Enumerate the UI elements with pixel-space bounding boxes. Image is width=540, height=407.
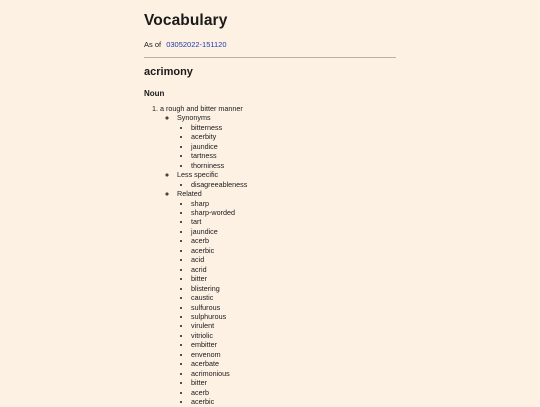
relation-group-label: Synonyms (177, 113, 211, 123)
word-item: • tart (191, 217, 247, 226)
word-item: • acerbity (191, 132, 247, 141)
sense-list (144, 104, 247, 407)
word-item: • caustic (191, 293, 247, 302)
entry-word: acrimony (144, 66, 193, 78)
word-item: • sulphurous (191, 312, 247, 321)
word-list (177, 123, 247, 170)
page-title: Vocabulary (144, 12, 228, 29)
word-item: • acrimonious (191, 369, 247, 378)
as-of-link[interactable]: 03052022-151120 (166, 40, 227, 49)
word-item: • envenom (191, 350, 247, 359)
word-list (177, 180, 247, 189)
word-item: • tartness (191, 151, 247, 160)
word-list (177, 199, 247, 407)
word-item: • acerbic (191, 246, 247, 255)
word-item: • jaundice (191, 227, 247, 236)
sense-definition: a rough and bitter manner (160, 104, 243, 113)
word-item: • acerb (191, 388, 247, 397)
word-item: • thorniness (191, 161, 247, 170)
relation-group (177, 189, 247, 406)
relation-group-list (160, 113, 247, 406)
word-item: • sulfurous (191, 303, 247, 312)
word-item: • acid (191, 255, 247, 264)
divider (144, 57, 396, 58)
word-item: • embitter (191, 340, 247, 349)
word-item: • bitterness (191, 123, 247, 132)
relation-group-label: Less specific (177, 170, 219, 180)
word-item: • acerb (191, 236, 247, 245)
word-item: • jaundice (191, 142, 247, 151)
sense-item (160, 104, 247, 407)
word-item: • disagreeableness (191, 180, 247, 189)
part-of-speech: Noun (144, 89, 165, 98)
word-item: • acerbic (191, 397, 247, 406)
relation-group (177, 170, 247, 189)
word-item: • acrid (191, 265, 247, 274)
as-of-line (144, 40, 227, 49)
word-item: • sharp (191, 199, 247, 208)
relation-group-label: Related (177, 189, 202, 199)
relation-group (177, 113, 247, 170)
word-item: • bitter (191, 378, 247, 387)
word-item: • acerbate (191, 359, 247, 368)
as-of-label: As of (144, 40, 162, 49)
word-item: • vitriolic (191, 331, 247, 340)
word-item: • blistering (191, 284, 247, 293)
word-item: • bitter (191, 274, 247, 283)
word-item: • virulent (191, 321, 247, 330)
word-item: • sharp-worded (191, 208, 247, 217)
